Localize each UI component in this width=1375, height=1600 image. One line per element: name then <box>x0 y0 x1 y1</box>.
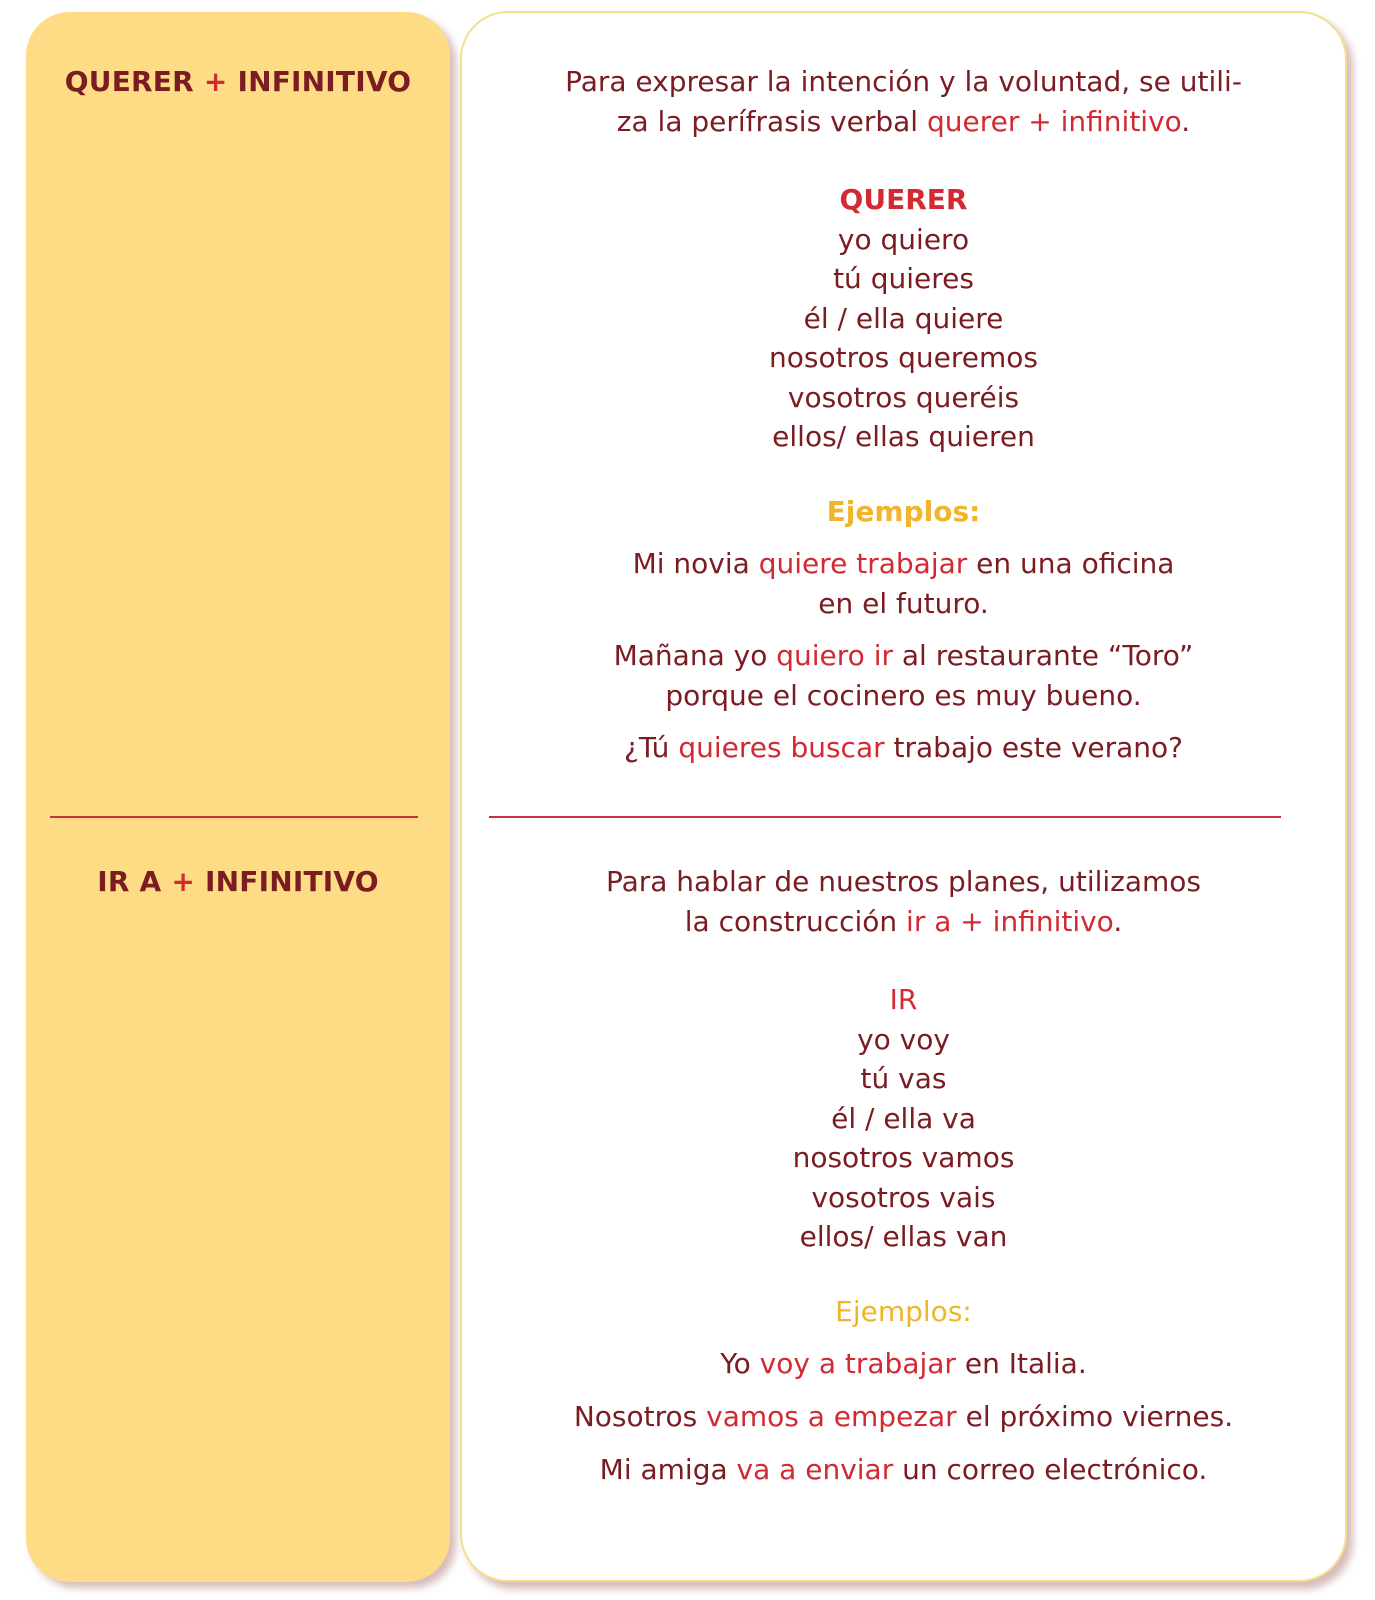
section-title-querer <box>26 62 450 102</box>
section-title-ir-a <box>26 862 450 902</box>
examples-label: Ejemplos: <box>835 1295 972 1328</box>
left-panel <box>26 12 450 1582</box>
examples-label-querer <box>462 492 1345 532</box>
intro-querer <box>462 62 1345 141</box>
example-highlight: quiere trabajar <box>758 547 968 580</box>
example-highlight: va a enviar <box>736 1453 894 1486</box>
example-line2: en el futuro. <box>818 586 989 620</box>
conjugation-line: nosotros vamos <box>792 1141 1015 1174</box>
intro-line2: la construcción ir a + infinitivo. <box>684 904 1123 938</box>
example-highlight: quieres buscar <box>678 731 885 764</box>
conjugation-line: él / ella va <box>831 1101 976 1135</box>
plus-sign: + <box>171 865 196 898</box>
example-ir-1: Yo voy a trabajar en Italia. <box>720 1347 1087 1380</box>
example-highlight: quiero ir <box>776 639 893 672</box>
intro-line1: Para expresar la intención y la voluntad, se utili- <box>565 65 1242 98</box>
conjugation-line: vosotros vais <box>811 1180 996 1214</box>
examples-label-ir-a <box>462 1292 1345 1332</box>
conjugation-querer <box>462 180 1345 457</box>
section-title-part1: QUERER <box>64 65 194 98</box>
section-title-part2: INFINITIVO <box>205 865 379 898</box>
example-ir-3: Mi amiga va a enviar un correo electrónico. <box>599 1453 1208 1486</box>
example-querer-2: Mañana yo quiero ir al restaurante “Toro” porque el cocinero es muy bueno. <box>462 636 1345 715</box>
intro-ir-a <box>462 862 1345 941</box>
conjugation-line: tú vas <box>860 1062 947 1095</box>
conjugation-line: yo quiero <box>837 222 970 256</box>
conjugation-line: ellos/ ellas quieren <box>772 420 1035 453</box>
verb-name: IR <box>889 983 918 1016</box>
intro-line1: Para hablar de nuestros planes, utilizamos <box>605 865 1202 898</box>
conjugation-line: ellos/ ellas van <box>799 1220 1008 1253</box>
conjugation-ir <box>462 980 1345 1257</box>
example-ir-2: Nosotros vamos a empezar el próximo viernes. <box>573 1400 1234 1433</box>
verb-name: QUERER <box>839 183 968 216</box>
example-highlight: voy a trabajar <box>759 1347 956 1380</box>
conjugation-line: él / ella quiere <box>803 301 1004 335</box>
section-title-part1: IR A <box>97 865 162 898</box>
divider-left <box>50 816 418 818</box>
section-title-part2: INFINITIVO <box>237 65 412 98</box>
plus-sign: + <box>203 65 228 98</box>
intro-highlight: querer + infinitivo <box>926 104 1182 138</box>
example-querer-1: Mi novia quiere trabajar en una oficina en el futuro. <box>462 544 1345 623</box>
example-line2: porque el cocinero es muy bueno. <box>665 678 1142 712</box>
conjugation-line: tú quieres <box>833 262 974 295</box>
examples-label: Ejemplos: <box>826 495 981 528</box>
conjugation-line: vosotros queréis <box>787 380 1020 414</box>
conjugation-line: yo voy <box>857 1022 950 1056</box>
intro-line2: za la perífrasis verbal querer + infinitivo. <box>616 104 1191 138</box>
divider-right <box>489 816 1281 818</box>
example-highlight: vamos a empezar <box>706 1400 957 1433</box>
intro-highlight: ir a + infinitivo <box>906 904 1114 938</box>
example-querer-3: ¿Tú quieres buscar trabajo este verano? <box>623 731 1184 764</box>
conjugation-line: nosotros queremos <box>769 341 1038 374</box>
